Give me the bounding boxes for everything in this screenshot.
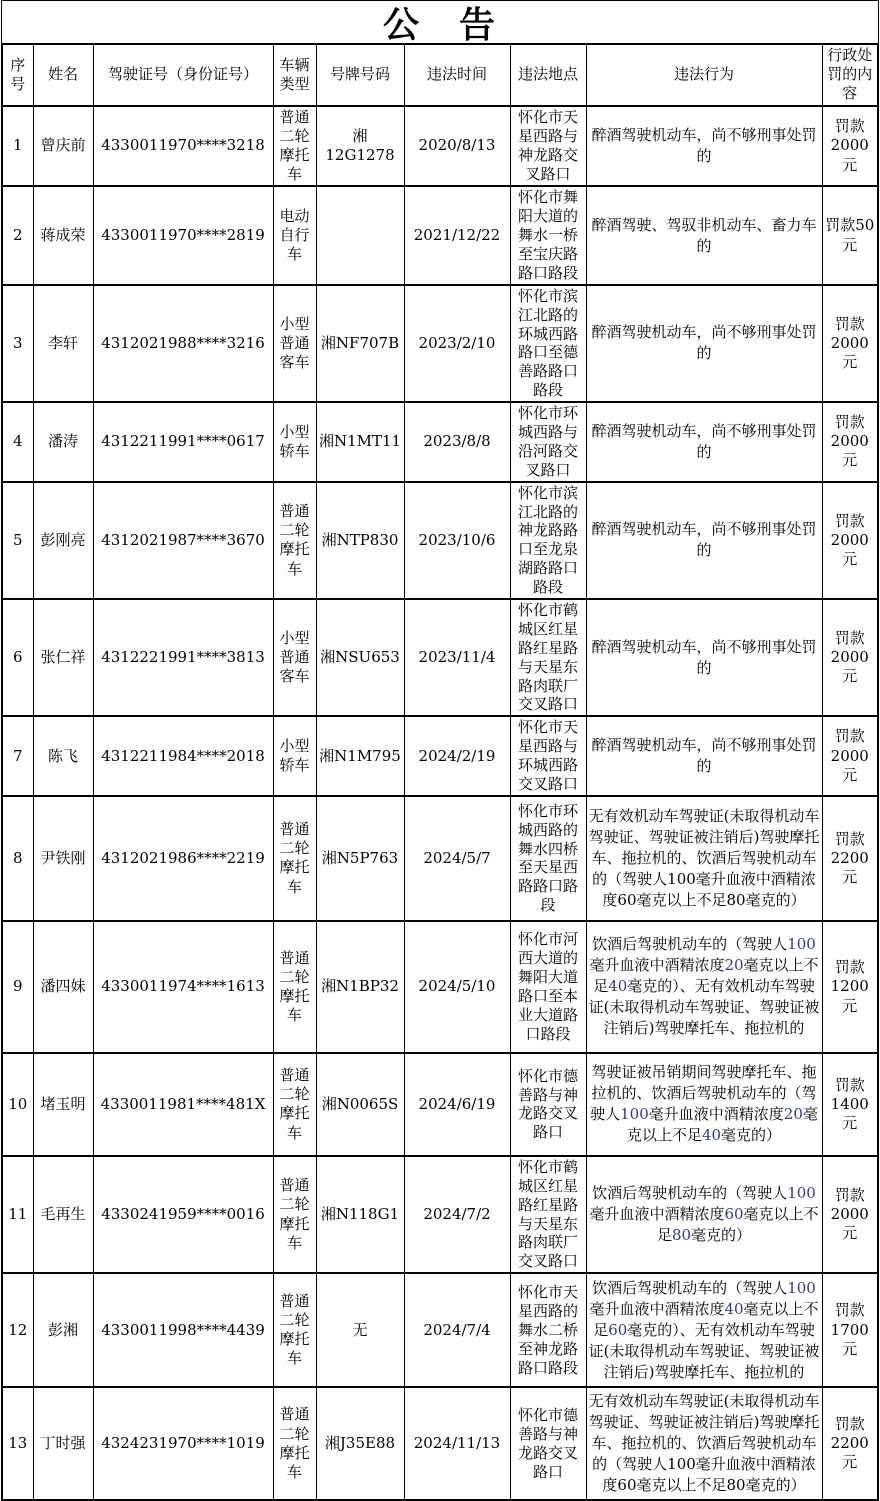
- cell-behavior: 醉酒驾驶机动车，尚不够刑事处罚的: [586, 599, 822, 716]
- table-row: [2, 285, 878, 402]
- cell-plate: 湘NF707B: [316, 285, 404, 402]
- column-header-behavior: 违法行为: [586, 44, 822, 106]
- cell-index: 5: [2, 482, 33, 599]
- cell-violation_time: 2024/6/19: [404, 1053, 510, 1156]
- cell-vehicle_type: 普通二轮摩托车: [273, 482, 316, 599]
- cell-license_id: 4312221991****3813: [93, 599, 273, 716]
- cell-index: 10: [2, 1053, 33, 1156]
- cell-vehicle_type: 普通二轮摩托车: [273, 106, 316, 187]
- table-row: [2, 186, 878, 284]
- cell-name: 堵玉明: [33, 1053, 93, 1156]
- cell-license_id: 4330011981****481X: [93, 1053, 273, 1156]
- cell-location: 怀化市天星西路的舞水二桥至神龙路路口路段: [510, 1273, 586, 1387]
- cell-license_id: 4330241959****0016: [93, 1156, 273, 1273]
- cell-penalty: 罚款2000元: [822, 599, 878, 716]
- cell-penalty: 罚款2000元: [822, 1156, 878, 1273]
- cell-location: 怀化市鹤城区红星路红星路与天星东路肉联厂交叉路口: [510, 599, 586, 716]
- table-row: [2, 716, 878, 796]
- cell-location: 怀化市环城西路与沿河路交叉路口: [510, 402, 586, 482]
- cell-license_id: 4312021986****2219: [93, 796, 273, 921]
- cell-behavior: 醉酒驾驶机动车，尚不够刑事处罚的: [586, 482, 822, 599]
- cell-penalty: 罚款1400元: [822, 1053, 878, 1156]
- cell-license_id: 4330011998****4439: [93, 1273, 273, 1387]
- cell-index: 12: [2, 1273, 33, 1387]
- cell-vehicle_type: 普通二轮摩托车: [273, 1387, 316, 1500]
- cell-index: 7: [2, 716, 33, 796]
- cell-index: 6: [2, 599, 33, 716]
- cell-behavior: 醉酒驾驶机动车，尚不够刑事处罚的: [586, 106, 822, 187]
- cell-license_id: 4312021987****3670: [93, 482, 273, 599]
- cell-plate: 湘N0065S: [316, 1053, 404, 1156]
- cell-location: 怀化市天星西路与神龙路交叉路口: [510, 106, 586, 187]
- cell-penalty: 罚款2000元: [822, 285, 878, 402]
- cell-behavior: 醉酒驾驶机动车，尚不够刑事处罚的: [586, 716, 822, 796]
- cell-plate: [316, 186, 404, 284]
- table-row: [2, 1053, 878, 1156]
- cell-violation_time: 2023/8/8: [404, 402, 510, 482]
- cell-plate: 湘N5P763: [316, 796, 404, 921]
- cell-name: 彭刚亮: [33, 482, 93, 599]
- cell-index: 2: [2, 186, 33, 284]
- cell-name: 陈飞: [33, 716, 93, 796]
- cell-penalty: 罚款50元: [822, 186, 878, 284]
- cell-violation_time: 2024/5/10: [404, 921, 510, 1053]
- table-row: [2, 106, 878, 187]
- cell-index: 9: [2, 921, 33, 1053]
- cell-penalty: 罚款2200元: [822, 1387, 878, 1500]
- column-header-plate: 号牌号码: [316, 44, 404, 106]
- cell-violation_time: 2024/7/4: [404, 1273, 510, 1387]
- cell-violation_time: 2024/7/2: [404, 1156, 510, 1273]
- announcement-sheet: [1, 0, 879, 1501]
- cell-name: 尹铁刚: [33, 796, 93, 921]
- cell-penalty: 罚款2000元: [822, 716, 878, 796]
- cell-license_id: 4312021988****3216: [93, 285, 273, 402]
- cell-license_id: 4330011970****2819: [93, 186, 273, 284]
- cell-name: 丁时强: [33, 1387, 93, 1500]
- page-title: 公 告: [382, 3, 497, 46]
- cell-penalty: 罚款1700元: [822, 1273, 878, 1387]
- header-row: [2, 44, 878, 106]
- cell-behavior: 醉酒驾驶机动车，尚不够刑事处罚的: [586, 402, 822, 482]
- cell-name: 李轩: [33, 285, 93, 402]
- cell-behavior: 饮酒后驾驶机动车的（驾驶人100毫升血液中酒精浓度60毫克以上不足80毫克的）: [586, 1156, 822, 1273]
- table-row: [2, 1273, 878, 1387]
- cell-location: 怀化市德善路与神龙路交叉路口: [510, 1053, 586, 1156]
- table-row: [2, 482, 878, 599]
- cell-location: 怀化市河西大道的舞阳大道路口至本业大道路口路段: [510, 921, 586, 1053]
- cell-vehicle_type: 普通二轮摩托车: [273, 1053, 316, 1156]
- table-row: [2, 402, 878, 482]
- cell-plate: 湘NTP830: [316, 482, 404, 599]
- cell-index: 11: [2, 1156, 33, 1273]
- cell-location: 怀化市舞阳大道的舞水一桥至宝庆路路口路段: [510, 186, 586, 284]
- table-row: [2, 921, 878, 1053]
- cell-violation_time: 2024/2/19: [404, 716, 510, 796]
- cell-vehicle_type: 电动自行车: [273, 186, 316, 284]
- cell-behavior: 醉酒驾驶机动车，尚不够刑事处罚的: [586, 285, 822, 402]
- cell-vehicle_type: 普通二轮摩托车: [273, 1273, 316, 1387]
- cell-plate: 湘N1M795: [316, 716, 404, 796]
- cell-plate: 湘J35E88: [316, 1387, 404, 1500]
- column-header-violation_time: 违法时间: [404, 44, 510, 106]
- table-row: [2, 796, 878, 921]
- cell-location: 怀化市德善路与神龙路交叉路口: [510, 1387, 586, 1500]
- cell-license_id: 4324231970****1019: [93, 1387, 273, 1500]
- cell-behavior: 饮酒后驾驶机动车的（驾驶人100毫升血液中酒精浓度20毫克以上不足40毫克的）、无有效机动车驾驶证(未取得机动车驾驶证、驾驶证被注销后)驾驶摩托车、拖拉机的: [586, 921, 822, 1053]
- cell-violation_time: 2023/10/6: [404, 482, 510, 599]
- cell-violation_time: 2021/12/22: [404, 186, 510, 284]
- table-row: [2, 1387, 878, 1500]
- cell-behavior: 饮酒后驾驶机动车的（驾驶人100毫升血液中酒精浓度40毫克以上不足60毫克的）、无有效机动车驾驶证(未取得机动车驾驶证、驾驶证被注销后)驾驶摩托车、拖拉机的: [586, 1273, 822, 1387]
- cell-penalty: 罚款2200元: [822, 796, 878, 921]
- cell-name: 曾庆前: [33, 106, 93, 187]
- cell-penalty: 罚款1200元: [822, 921, 878, 1053]
- cell-location: 怀化市鹤城区红星路红星路与天星东路肉联厂交叉路口: [510, 1156, 586, 1273]
- cell-index: 13: [2, 1387, 33, 1500]
- cell-license_id: 4330011970****3218: [93, 106, 273, 187]
- cell-name: 毛再生: [33, 1156, 93, 1273]
- cell-license_id: 4312211991****0617: [93, 402, 273, 482]
- cell-plate: 无: [316, 1273, 404, 1387]
- cell-penalty: 罚款2000元: [822, 106, 878, 187]
- cell-plate: 湘N1MT11: [316, 402, 404, 482]
- cell-vehicle_type: 小型普通客车: [273, 599, 316, 716]
- cell-plate: 湘N118G1: [316, 1156, 404, 1273]
- cell-plate: 湘NSU653: [316, 599, 404, 716]
- cell-vehicle_type: 小型普通客车: [273, 285, 316, 402]
- cell-index: 4: [2, 402, 33, 482]
- cell-name: 潘四妹: [33, 921, 93, 1053]
- cell-name: 张仁祥: [33, 599, 93, 716]
- table-row: [2, 599, 878, 716]
- cell-vehicle_type: 小型轿车: [273, 402, 316, 482]
- column-header-vehicle_type: 车辆类型: [273, 44, 316, 106]
- cell-violation_time: 2024/5/7: [404, 796, 510, 921]
- cell-behavior: 醉酒驾驶、驾驭非机动车、畜力车的: [586, 186, 822, 284]
- cell-vehicle_type: 普通二轮摩托车: [273, 921, 316, 1053]
- cell-location: 怀化市滨江北路的环城西路路口至德善路路口路段: [510, 285, 586, 402]
- column-header-name: 姓名: [33, 44, 93, 106]
- cell-violation_time: 2023/2/10: [404, 285, 510, 402]
- cell-violation_time: 2020/8/13: [404, 106, 510, 187]
- cell-name: 蒋成荣: [33, 186, 93, 284]
- cell-plate: 湘12G1278: [316, 106, 404, 187]
- column-header-penalty: 行政处罚的内容: [822, 44, 878, 106]
- cell-penalty: 罚款2000元: [822, 402, 878, 482]
- cell-license_id: 4330011974****1613: [93, 921, 273, 1053]
- cell-location: 怀化市天星西路与环城西路交叉路口: [510, 716, 586, 796]
- cell-violation_time: 2023/11/4: [404, 599, 510, 716]
- cell-location: 怀化市环城西路的舞水四桥至天星西路路口路段: [510, 796, 586, 921]
- column-header-license_id: 驾驶证号（身份证号）: [93, 44, 273, 106]
- cell-name: 潘涛: [33, 402, 93, 482]
- cell-behavior: 无有效机动车驾驶证(未取得机动车驾驶证、驾驶证被注销后)驾驶摩托车、拖拉机的、饮酒后驾驶机动车的（驾驶人100毫升血液中酒精浓度60毫克以上不足80毫克的）: [586, 796, 822, 921]
- cell-index: 3: [2, 285, 33, 402]
- cell-vehicle_type: 小型轿车: [273, 716, 316, 796]
- violations-table: [1, 43, 879, 1501]
- table-body: [2, 106, 878, 1501]
- cell-index: 8: [2, 796, 33, 921]
- table-row: [2, 1156, 878, 1273]
- cell-index: 1: [2, 106, 33, 187]
- cell-plate: 湘N1BP32: [316, 921, 404, 1053]
- cell-license_id: 4312211984****2018: [93, 716, 273, 796]
- cell-vehicle_type: 普通二轮摩托车: [273, 1156, 316, 1273]
- cell-violation_time: 2024/11/13: [404, 1387, 510, 1500]
- column-header-location: 违法地点: [510, 44, 586, 106]
- cell-location: 怀化市滨江北路的神龙路路口至龙泉湖路路口路段: [510, 482, 586, 599]
- cell-penalty: 罚款2000元: [822, 482, 878, 599]
- cell-behavior: 驾驶证被吊销期间驾驶摩托车、拖拉机的、饮酒后驾驶机动车的（驾驶人100毫升血液中酒精浓度20毫克以上不足40毫克的）: [586, 1053, 822, 1156]
- cell-name: 彭湘: [33, 1273, 93, 1387]
- cell-vehicle_type: 普通二轮摩托车: [273, 796, 316, 921]
- cell-behavior: 无有效机动车驾驶证(未取得机动车驾驶证、驾驶证被注销后)驾驶摩托车、拖拉机的、饮酒后驾驶机动车的（驾驶人100毫升血液中酒精浓度60毫克以上不足80毫克的）: [586, 1387, 822, 1500]
- column-header-index: 序号: [2, 44, 33, 106]
